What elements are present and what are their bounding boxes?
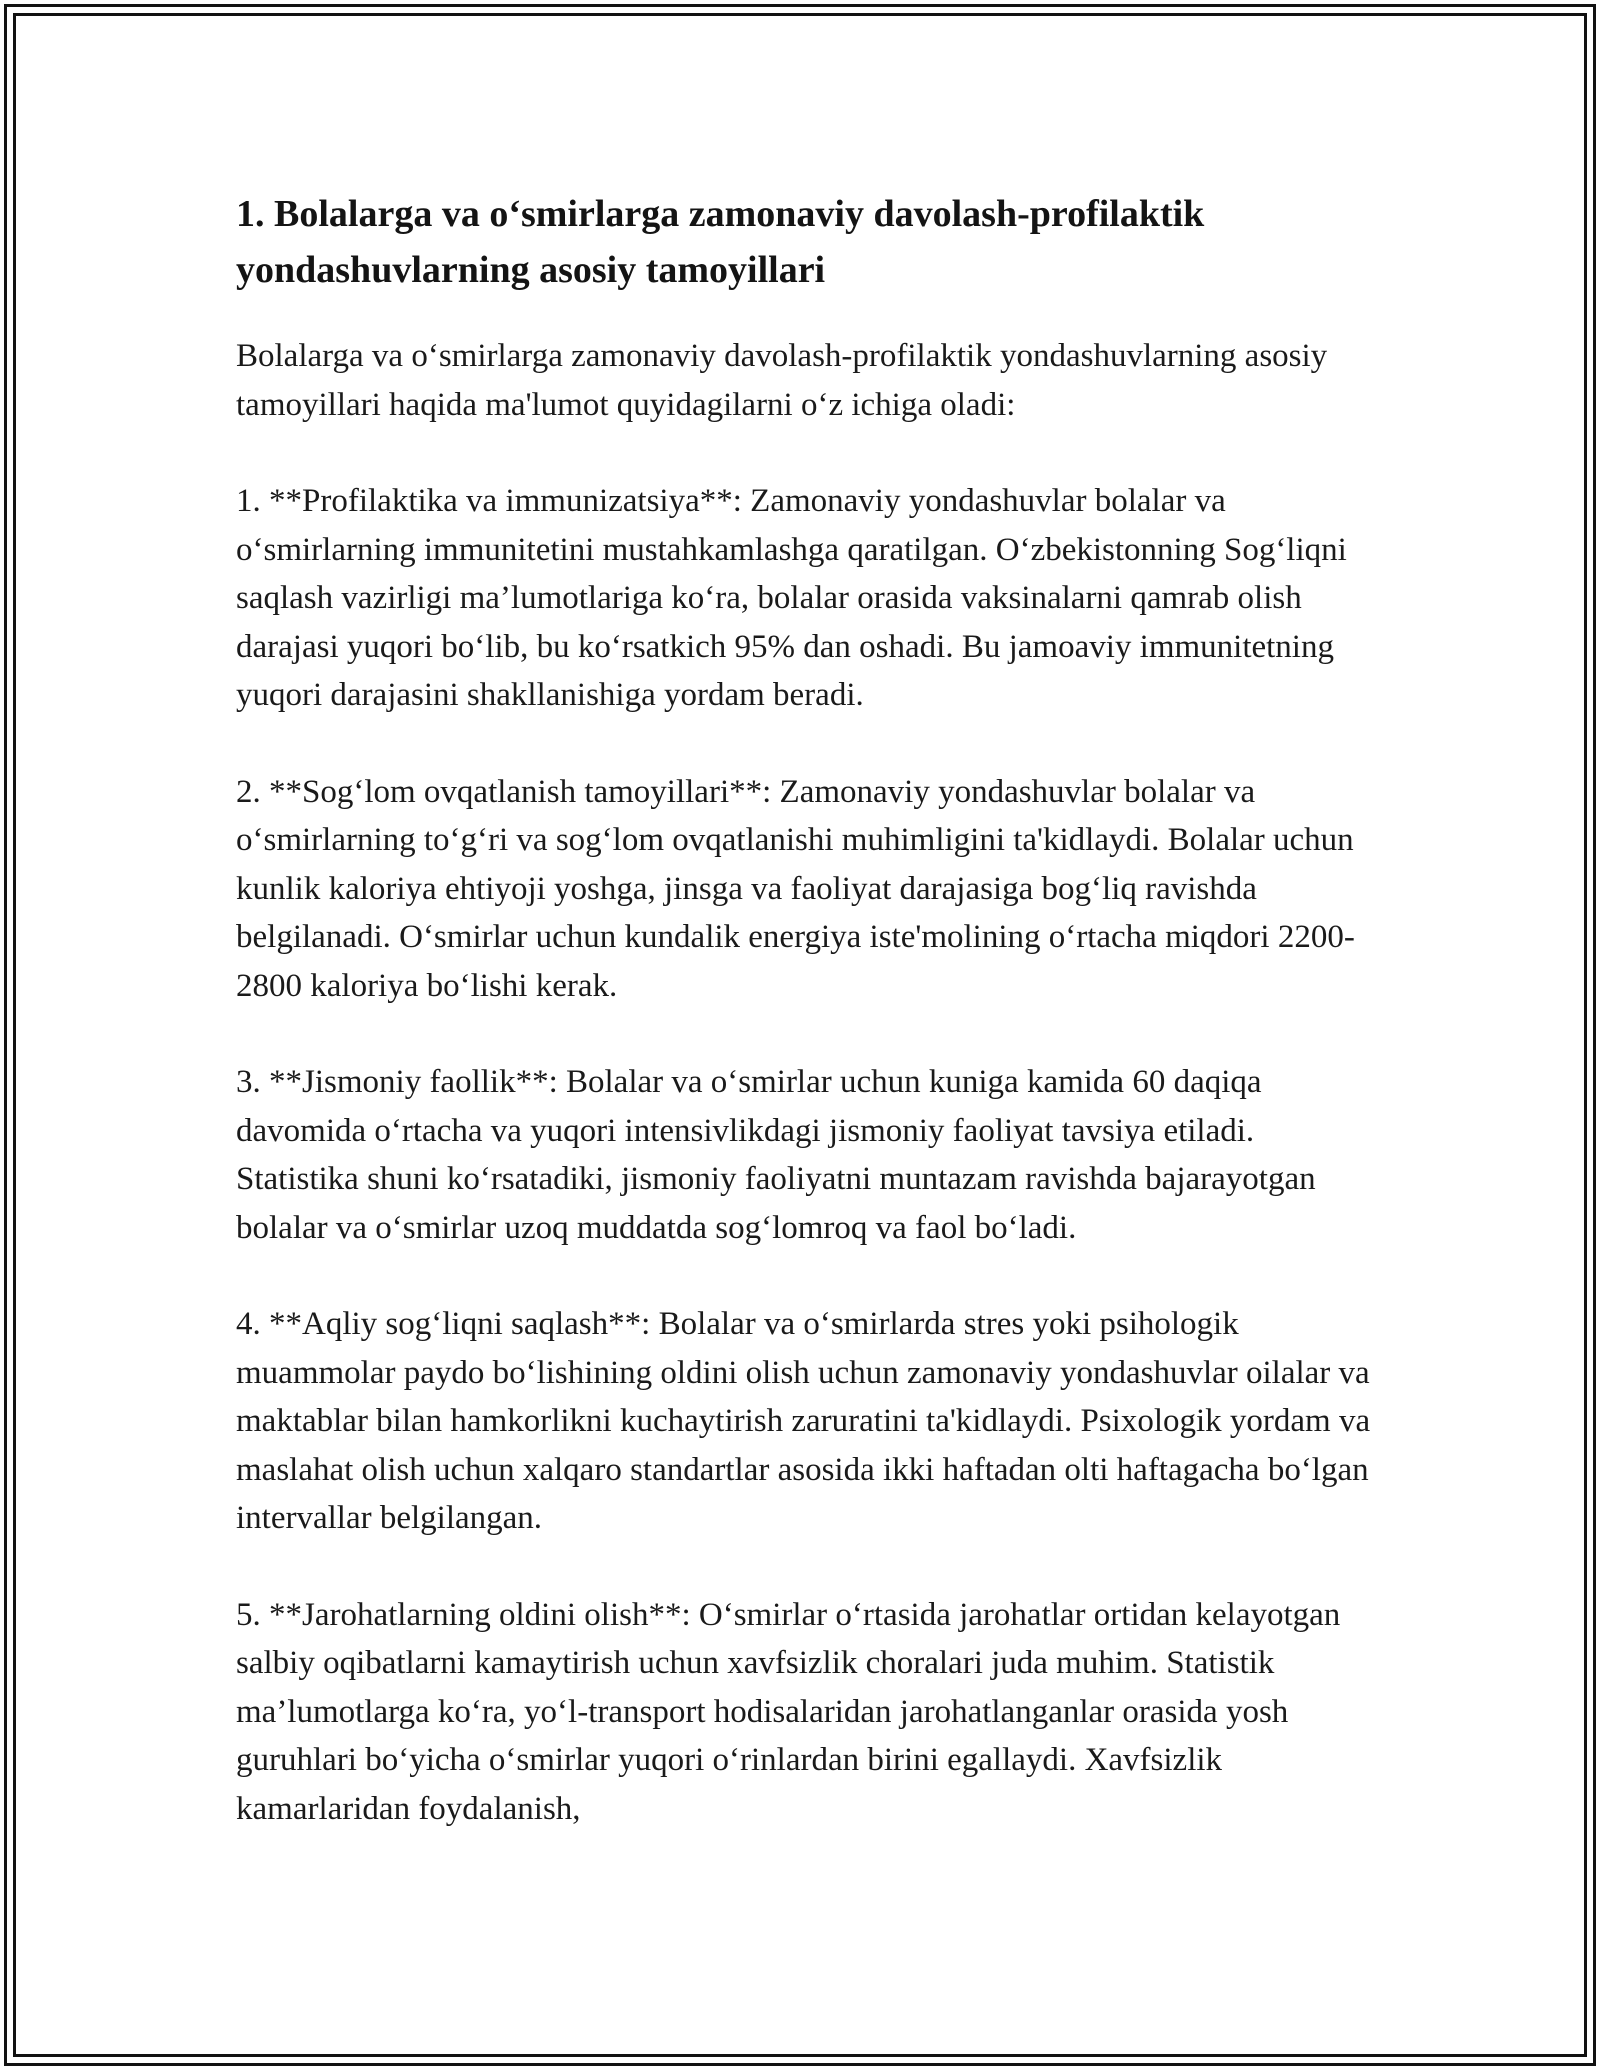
- intro-paragraph: Bolalarga va oʻsmirlarga zamonaviy davolash-profilaktik yondashuvlarning asosiy tamoyillari haqida ma'lumot quyidagilarni oʻz ichiga oladi:: [236, 338, 1328, 423]
- paragraph-nutrition: 2. **Sogʻlom ovqatlanish tamoyillari**: Zamonaviy yondashuvlar bolalar va oʻsmirlarning toʻgʻri va sogʻlom ovqatlanishi muhimligini ta'kidlaydi. Bolalar uchun kunlik kaloriya ehtiyoji yoshga, jinsga va faoliyat darajasiga bogʻliq ravishda belgilanadi. Oʻsmirlar uchun kundalik energiya iste'molining oʻrtacha miqdori 2200-2800 kaloriya boʻlishi kerak.: [236, 773, 1355, 1004]
- paragraph-injury-prevention: 5. **Jarohatlarning oldini olish**: Oʻsmirlar oʻrtasida jarohatlar ortidan kelayotgan salbiy oqibatlarni kamaytirish uchun xavfsizlik choralari juda muhim. Statistik ma’lumotlarga koʻra, yoʻl-transport hodisalaridan jarohatlanganlar orasida yosh guruhlari boʻyicha oʻsmirlar yuqori oʻrinlardan birini egallaydi. Xavfsizlik kamarlaridan foydalanish,: [236, 1596, 1341, 1827]
- paragraph-immunization: 1. **Profilaktika va immunizatsiya**: Zamonaviy yondashuvlar bolalar va oʻsmirlarning immunitetini mustahkamlashga qaratilgan. Oʻzbekistonning Sogʻliqni saqlash vazirligi ma’lumotlariga koʻra, bolalar orasida vaksinalarni qamrab olish darajasi yuqori boʻlib, bu koʻrsatkich 95% dan oshadi. Bu jamoaviy immunitetning yuqori darajasini shakllanishiga yordam beradi.: [236, 483, 1347, 713]
- paragraph-physical-activity: 3. **Jismoniy faollik**: Bolalar va oʻsmirlar uchun kuniga kamida 60 daqiqa davomida oʻrtacha va yuqori intensivlikdagi jismoniy faoliyat tavsiya etiladi. Statistika shuni koʻrsatadiki, jismoniy faoliyatni muntazam ravishda bajarayotgan bolalar va oʻsmirlar uzoq muddatda sogʻlomroq va faol boʻladi.: [236, 1064, 1316, 1246]
- section-heading: 1. Bolalarga va oʻsmirlarga zamonaviy davolash-profilaktik yondashuvlarning asosiy tamoyillari: [236, 193, 1205, 291]
- document-body: [236, 186, 1376, 1881]
- paragraph-mental-health: 4. **Aqliy sogʻliqni saqlash**: Bolalar va oʻsmirlarda stres yoki psihologik muammolar paydo boʻlishining oldini olish uchun zamonaviy yondashuvlar oilalar va maktablar bilan hamkorlikni kuchaytirish zaruratini ta'kidlaydi. Psixologik yordam va maslahat olish uchun xalqaro standartlar asosida ikki haftadan olti haftagacha boʻlgan intervallar belgilangan.: [236, 1306, 1371, 1536]
